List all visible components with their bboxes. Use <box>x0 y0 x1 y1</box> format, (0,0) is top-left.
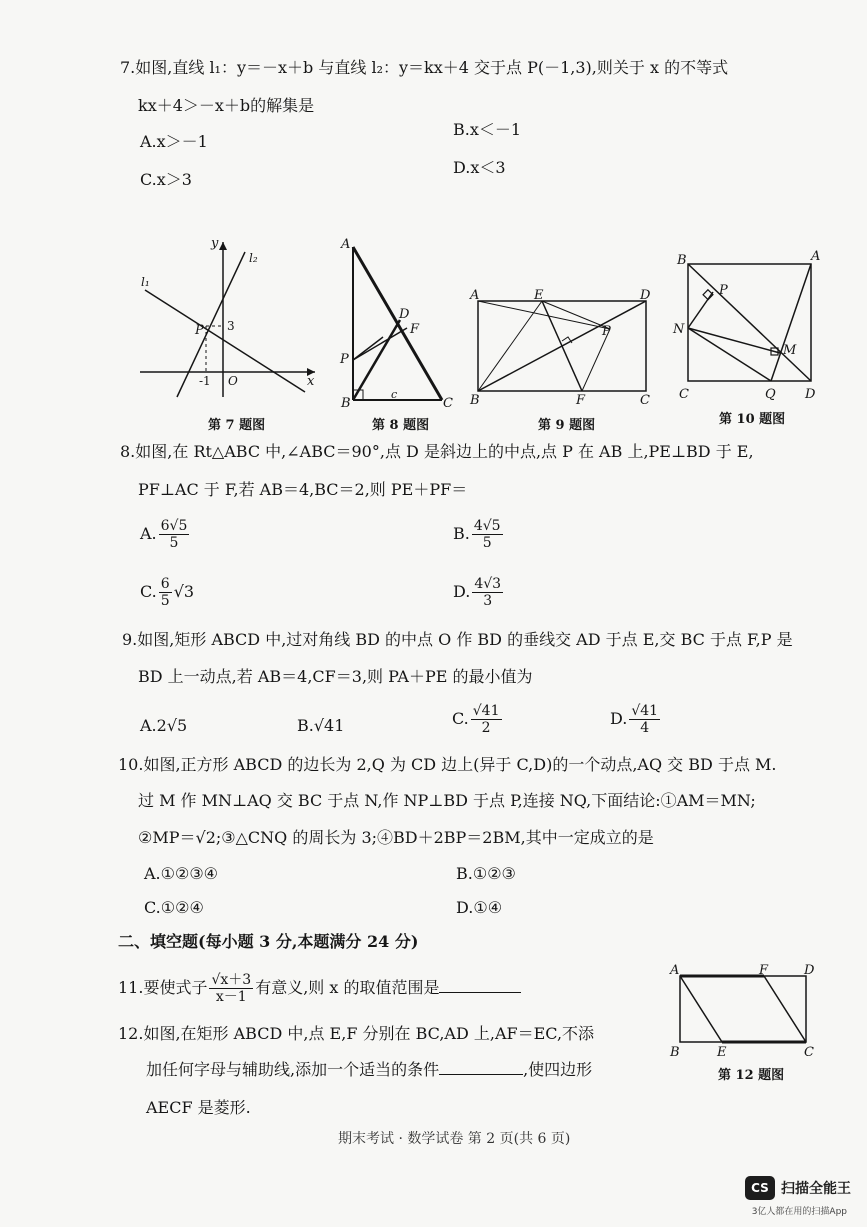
q10-line3: ②MP＝√2;③△CNQ 的周长为 3;④BD＋2BP＝2BM,其中一定成立的是 <box>138 828 654 847</box>
q8-option-c-fraction <box>159 576 172 609</box>
q8-a-denominator: 5 <box>169 535 179 552</box>
figure-10-square <box>673 248 833 408</box>
fig7-label-3: 3 <box>227 319 235 333</box>
q12-line2-start: 加任何字母与辅助线,添加一个适当的条件 <box>146 1060 440 1079</box>
q8-option-b-prefix: B. <box>453 524 470 544</box>
fig9-label-e: E <box>534 288 544 303</box>
q10-line2: 过 M 作 MN⊥AQ 交 BC 于点 N,作 NP⊥BD 于点 P,连接 NQ,下面结论:①AM＝MN; <box>138 791 756 810</box>
q10-option-c: C.①②④ <box>144 898 204 917</box>
q8-option-c-prefix: C. <box>140 582 157 602</box>
fig7-label-y: y <box>211 236 219 251</box>
figure-12-rectangle-rhombus <box>666 962 826 1062</box>
q11-fraction <box>209 972 253 1005</box>
fig12-label-f: F <box>759 963 769 978</box>
fig10-label-m: M <box>783 343 797 358</box>
fig10-label-p: P <box>719 283 728 298</box>
fig8-label-p: P <box>340 352 349 367</box>
fig9-label-f: F <box>576 393 586 408</box>
q11-before: 11.要使式子 <box>118 978 208 998</box>
q8-d-denominator: 3 <box>483 593 493 610</box>
q8-a-numerator: 6√5 <box>160 518 188 534</box>
figure-8-caption: 第 8 题图 <box>372 418 430 433</box>
q12-line2 <box>146 1060 592 1080</box>
q9-option-a: A.2√5 <box>140 716 188 735</box>
q9-c-numerator: √41 <box>472 703 500 719</box>
figure-9-caption: 第 9 题图 <box>538 418 596 433</box>
fig9-label-b: B <box>470 393 480 408</box>
scanner-tagline: 3亿人都在用的扫描App <box>751 1207 847 1217</box>
q8-c-root: √3 <box>173 582 195 602</box>
q7-option-b: B.x＜－1 <box>453 120 522 139</box>
q8-option-b <box>453 518 505 551</box>
fig8-label-c: C <box>443 396 453 411</box>
fig8-label-c-small: c <box>391 388 398 401</box>
q8-d-numerator: 4√3 <box>474 576 502 592</box>
q8-option-a-fraction <box>159 518 190 551</box>
q9-option-c-fraction <box>471 703 502 736</box>
fig7-label-l2: l₂ <box>249 251 258 265</box>
q8-option-c <box>140 576 194 609</box>
fig12-label-b: B <box>670 1045 680 1060</box>
scanner-badge-icon: CS <box>745 1176 775 1200</box>
q12-line2-end: ,使四边形 <box>523 1060 593 1079</box>
scanner-brand: 扫描全能王 <box>781 1181 851 1197</box>
q9-option-d-fraction <box>629 703 660 736</box>
q8-line1: 8.如图,在 Rt△ABC 中,∠ABC＝90°,点 D 是斜边上的中点,点 P 在 AB 上,PE⊥BD 于 E, <box>120 442 754 461</box>
q7-option-a: A.x＞－1 <box>140 132 208 151</box>
q8-option-a-prefix: A. <box>140 524 157 544</box>
q8-line2: PF⊥AC 于 F,若 AB＝4,BC＝2,则 PE＋PF＝ <box>138 480 468 499</box>
fig9-label-p: P <box>602 324 611 339</box>
q9-option-d <box>610 703 662 736</box>
fig9-label-a: A <box>470 288 480 303</box>
fig10-label-b: B <box>677 253 687 268</box>
figure-10-caption: 第 10 题图 <box>719 412 786 427</box>
figure-9-rectangle <box>468 285 663 410</box>
fig12-label-c: C <box>804 1045 814 1060</box>
q12-line3: AECF 是菱形. <box>146 1098 251 1117</box>
q10-line1: 10.如图,正方形 ABCD 的边长为 2,Q 为 CD 边上(异于 C,D)的一个动点,AQ 交 BD 于点 M. <box>118 755 777 774</box>
q9-d-denominator: 4 <box>640 720 650 737</box>
q8-b-numerator: 4√5 <box>473 518 501 534</box>
q7-option-c: C.x＞3 <box>140 170 192 189</box>
fig8-label-d: D <box>399 307 410 322</box>
fig10-label-a: A <box>811 249 821 264</box>
q9-line1: 9.如图,矩形 ABCD 中,过对角线 BD 的中点 O 作 BD 的垂线交 AD 于点 E,交 BC 于点 F,P 是 <box>122 630 793 649</box>
q11-answer-blank[interactable] <box>439 992 521 993</box>
q8-b-denominator: 5 <box>482 535 492 552</box>
section-2-heading: 二、填空题(每小题 3 分,本题满分 24 分) <box>118 932 419 951</box>
fig12-label-d: D <box>804 963 815 978</box>
q11-after: 有意义,则 x 的取值范围是 <box>255 978 440 998</box>
fig7-label-p: P <box>195 323 204 338</box>
fig10-label-q: Q <box>765 387 776 402</box>
q10-option-b: B.①②③ <box>456 864 516 883</box>
fig10-label-n: N <box>673 322 685 337</box>
figure-12-caption: 第 12 题图 <box>718 1068 785 1083</box>
fig12-label-a: A <box>670 963 680 978</box>
fig10-label-d: D <box>805 387 816 402</box>
q7-line1: 7.如图,直线 l₁：y＝－x＋b 与直线 l₂：y＝kx＋4 交于点 P(－1,3),则关于 x 的不等式 <box>120 58 729 77</box>
q8-option-d <box>453 576 505 609</box>
q9-option-c-prefix: C. <box>452 709 469 729</box>
q9-c-denominator: 2 <box>481 720 491 737</box>
q9-option-c <box>452 703 504 736</box>
fig7-label-minus1: -1 <box>199 374 211 388</box>
q9-option-d-prefix: D. <box>610 709 628 729</box>
fig8-label-a: A <box>341 237 351 252</box>
q12-line1: 12.如图,在矩形 ABCD 中,点 E,F 分别在 BC,AD 上,AF＝EC,不添 <box>118 1024 595 1043</box>
q11-denominator: x－1 <box>215 989 247 1006</box>
q8-option-d-prefix: D. <box>453 582 471 602</box>
page-footer: 期末考试 · 数学试卷 第 2 页(共 6 页) <box>338 1131 571 1147</box>
q8-c-numerator: 6 <box>160 576 170 592</box>
scanner-logo <box>745 1176 851 1200</box>
q8-option-d-fraction <box>472 576 503 609</box>
fig7-label-o: O <box>228 374 238 388</box>
fig10-label-c: C <box>679 387 689 402</box>
fig7-label-x: x <box>307 374 315 389</box>
q11-numerator: √x＋3 <box>211 972 252 988</box>
fig12-label-e: E <box>717 1045 727 1060</box>
figure-7-caption: 第 7 题图 <box>208 418 266 433</box>
q7-line2: kx＋4＞－x＋b的解集是 <box>138 96 315 115</box>
q10-option-a: A.①②③④ <box>144 864 219 883</box>
fig7-label-l1: l₁ <box>141 275 150 289</box>
q11-line <box>118 972 521 1005</box>
fig8-label-f: F <box>410 322 420 337</box>
q12-answer-blank[interactable] <box>439 1074 523 1075</box>
q9-d-numerator: √41 <box>631 703 659 719</box>
fig9-label-c: C <box>640 393 650 408</box>
fig9-label-d: D <box>640 288 651 303</box>
q8-option-a <box>140 518 191 551</box>
q7-option-d: D.x＜3 <box>453 158 506 177</box>
q10-option-d: D.①④ <box>456 898 503 917</box>
figure-8-right-triangle <box>335 232 460 412</box>
q9-option-b: B.√41 <box>297 716 345 735</box>
q8-option-b-fraction <box>472 518 503 551</box>
figure-7-coordinate-graph <box>135 232 325 402</box>
fig8-label-b: B <box>341 396 351 411</box>
q9-line2: BD 上一动点,若 AB＝4,CF＝3,则 PA＋PE 的最小值为 <box>138 667 533 686</box>
q8-c-denominator: 5 <box>160 593 170 610</box>
